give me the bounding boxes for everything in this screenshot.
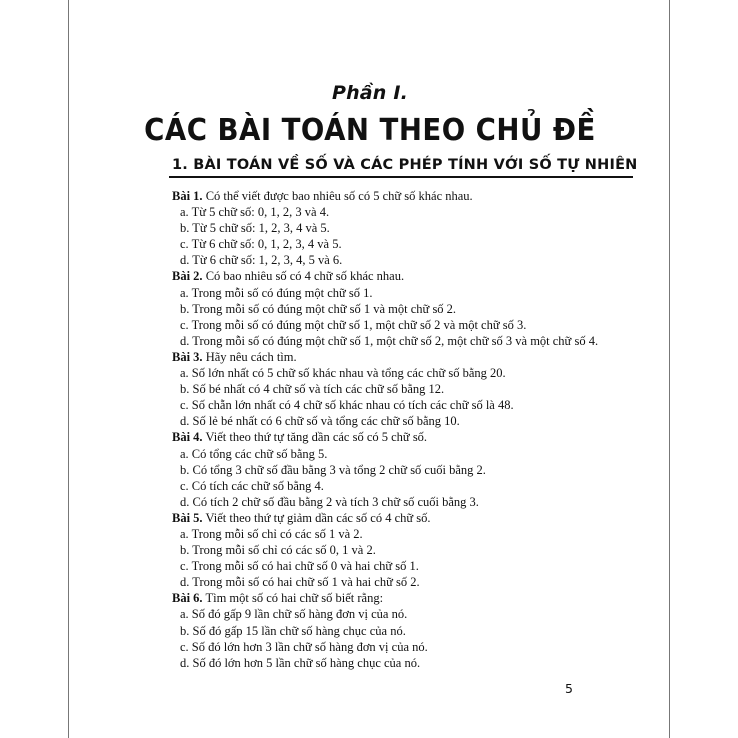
problem-item: d. Số lẻ bé nhất có 6 chữ số và tổng các chữ số bằng 10.	[180, 414, 460, 429]
problem-label: Bài 5.	[172, 510, 203, 525]
problem-item: d. Số đó lớn hơn 5 lần chữ số hàng chục của nó.	[180, 655, 421, 670]
problem-label: Bài 3.	[172, 349, 203, 364]
problem-item: b. Trong mỗi số có đúng một chữ số 1 và một chữ số 2.	[180, 301, 457, 316]
problem-text: Hãy nêu cách tìm.	[202, 349, 297, 364]
problem-item: a. Có tổng các chữ số bằng 5.	[180, 446, 328, 461]
problem-item: a. Số lớn nhất có 5 chữ số khác nhau và tổng các chữ số bằng 20.	[180, 366, 506, 381]
problem-item: a. Trong mỗi số có đúng một chữ số 1.	[180, 285, 373, 300]
section-title: 1. BÀI TOÁN VỀ SỐ VÀ CÁC PHÉP TÍNH VỚI SỐ TỰ NHIÊN	[172, 157, 638, 173]
problem-text: Có bao nhiêu số có 4 chữ số khác nhau.	[202, 269, 405, 284]
problem-item: c. Số chẵn lớn nhất có 4 chữ số khác nhau có tích các chữ số là 48.	[180, 398, 514, 413]
page-number: 5	[565, 681, 573, 696]
part-label: Phần I.	[331, 82, 409, 104]
problem-item: a. Số đó gấp 9 lần chữ số hàng đơn vị của nó.	[180, 607, 408, 622]
problem-item: a. Trong mỗi số chỉ có các số 1 và 2.	[180, 526, 363, 541]
book-page	[68, 0, 670, 738]
problem-label: Bài 1.	[172, 189, 203, 203]
main-title: CÁC BÀI TOÁN THEO CHỦ ĐỀ	[144, 113, 596, 148]
problem-6	[172, 590, 642, 670]
section-underline	[169, 176, 633, 178]
problem-2	[172, 268, 642, 348]
problem-text: Viết theo thứ tự tăng dần các số có 5 chữ số.	[202, 430, 428, 445]
problem-list	[172, 188, 642, 671]
problem-3	[172, 349, 642, 429]
problem-item: c. Có tích các chữ số bằng 4.	[180, 478, 324, 493]
problem-item: d. Trong mỗi số có đúng một chữ số 1, một chữ số 2, một chữ số 3 và một chữ số 4.	[180, 333, 599, 348]
problem-label: Bài 6.	[172, 591, 203, 606]
problem-item: b. Số đó gấp 15 lần chữ số hàng chục của nó.	[180, 623, 406, 638]
problem-item: d. Từ 6 chữ số: 1, 2, 3, 4, 5 và 6.	[180, 253, 343, 268]
problem-item: c. Số đó lớn hơn 3 lần chữ số hàng đơn vị của nó.	[180, 639, 428, 654]
problem-4	[172, 429, 642, 509]
problem-item: b. Từ 5 chữ số: 1, 2, 3, 4 và 5.	[180, 221, 330, 236]
problem-text: Có thể viết được bao nhiêu số có 5 chữ số khác nhau.	[202, 189, 473, 203]
problem-5	[172, 510, 642, 590]
problem-label: Bài 2.	[172, 269, 203, 284]
problem-item: c. Trong mỗi số có hai chữ số 0 và hai chữ số 1.	[180, 559, 419, 574]
problem-text: Viết theo thứ tự giảm dần các số có 4 chữ số.	[202, 510, 431, 525]
problem-item: b. Có tổng 3 chữ số đầu bằng 3 và tổng 2 chữ số cuối bằng 2.	[180, 462, 486, 477]
problem-item: c. Từ 6 chữ số: 0, 1, 2, 3, 4 và 5.	[180, 237, 342, 252]
problem-text: Tìm một số có hai chữ số biết rằng:	[202, 591, 384, 606]
problem-item: b. Số bé nhất có 4 chữ số và tích các chữ số bằng 12.	[180, 382, 445, 397]
problem-item: a. Từ 5 chữ số: 0, 1, 2, 3 và 4.	[180, 205, 330, 220]
problem-1	[172, 188, 642, 268]
problem-item: c. Trong mỗi số có đúng một chữ số 1, một chữ số 2 và một chữ số 3.	[180, 317, 527, 332]
section-header	[169, 157, 638, 178]
problem-item: d. Có tích 2 chữ số đầu bằng 2 và tích 3 chữ số cuối bằng 3.	[180, 494, 479, 509]
problem-item: d. Trong mỗi số có hai chữ số 1 và hai chữ số 2.	[180, 575, 420, 590]
problem-item: b. Trong mỗi số chỉ có các số 0, 1 và 2.	[180, 543, 376, 558]
problem-label: Bài 4.	[172, 430, 203, 445]
